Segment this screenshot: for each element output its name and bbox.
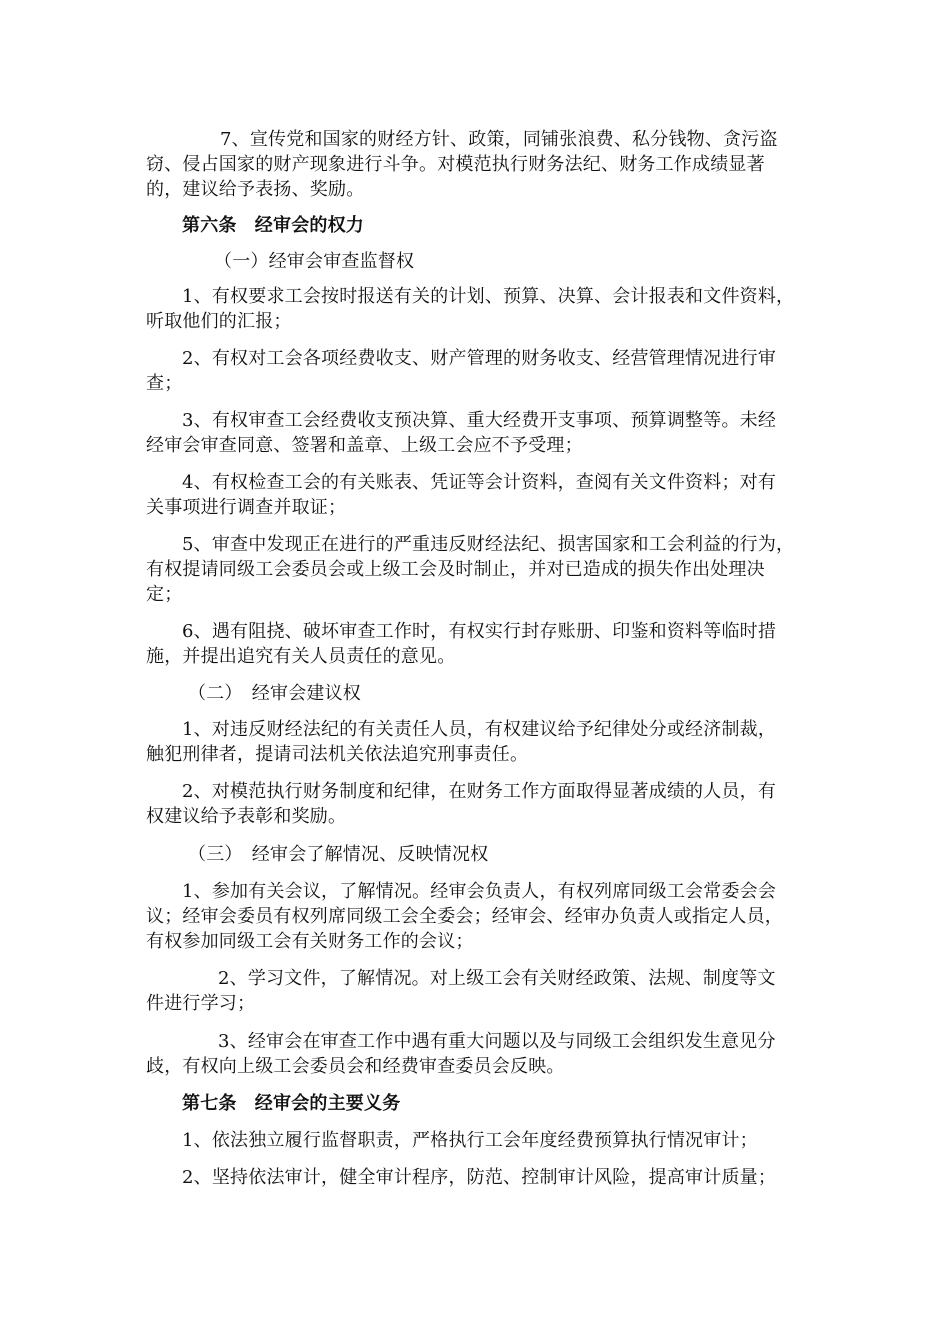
text-line: 有权参加同级工会有关财务工作的会议； — [146, 931, 474, 952]
text-line: 2、坚持依法审计，健全审计程序，防范、控制审计风险，提高审计质量； — [182, 1167, 777, 1188]
text-line: 歧，有权向上级工会委员会和经费审查委员会反映。 — [146, 1056, 565, 1077]
text-line: 1、参加有关会议，了解情况。经审会负责人，有权列席同级工会常委会会 — [182, 881, 777, 902]
text-line: 4、有权检查工会的有关账表、凭证等会计资料，查阅有关文件资料；对有 — [182, 472, 777, 493]
text-line: 2、有权对工会各项经费收支、财产管理的财务收支、经营管理情况进行审 — [182, 348, 777, 369]
text-line: 2、学习文件，了解情况。对上级工会有关财经政策、法规、制度等文 — [218, 968, 776, 989]
text-line: 经审会审查同意、签署和盖章、上级工会应不予受理； — [146, 435, 583, 456]
text-line: 2、对模范执行财务制度和纪律，在财务工作方面取得显著成绩的人员，有 — [182, 781, 777, 802]
text-line: 听取他们的汇报； — [146, 311, 292, 332]
text-line: 5、审查中发现正在进行的严重违反财经法纪、损害国家和工会利益的行为， — [182, 534, 795, 555]
subsection-heading: （二） 经审会建议权 — [188, 683, 361, 704]
text-line: 的，建议给予表扬、奖励。 — [146, 179, 365, 200]
text-line: 关事项进行调查并取证； — [146, 497, 347, 518]
text-line: 1、对违反财经法纪的有关责任人员，有权建议给予纪律处分或经济制裁， — [182, 719, 777, 740]
text-line: 6、遇有阻挠、破坏审查工作时，有权实行封存账册、印鉴和资料等临时措 — [182, 621, 777, 642]
text-line: 触犯刑律者，提请司法机关依法追究刑事责任。 — [146, 744, 529, 765]
text-line: 3、经审会在审查工作中遇有重大问题以及与同级工会组织发生意见分 — [218, 1031, 776, 1052]
text-line: 3、有权审查工会经费收支预决算、重大经费开支事项、预算调整等。未经 — [182, 410, 777, 431]
section-heading: 第七条 经审会的主要义务 — [182, 1093, 401, 1114]
subsection-heading: （三） 经审会了解情况、反映情况权 — [188, 844, 489, 865]
text-line: 议；经审会委员有权列席同级工会全委会；经审会、经审办负责人或指定人员， — [146, 906, 783, 927]
text-line: 施，并提出追究有关人员责任的意见。 — [146, 646, 456, 667]
text-line: 7、宣传党和国家的财经方针、政策，同铺张浪费、私分钱物、贪污盗 — [220, 129, 778, 150]
text-line: 有权提请同级工会委员会或上级工会及时制止，并对已造成的损失作出处理决 — [146, 559, 765, 580]
section-heading: 第六条 经审会的权力 — [182, 215, 364, 236]
text-line: 件进行学习； — [146, 993, 256, 1014]
text-line: 权建议给予表彰和奖励。 — [146, 806, 347, 827]
text-line: 定； — [146, 584, 183, 605]
subsection-heading: （一）经审会审查监督权 — [214, 251, 415, 272]
text-line: 1、有权要求工会按时报送有关的计划、预算、决算、会计报表和文件资料， — [182, 286, 795, 307]
text-line: 1、依法独立履行监督职责，严格执行工会年度经费预算执行情况审计； — [182, 1130, 758, 1151]
text-line: 窃、侵占国家的财产现象进行斗争。对模范执行财务法纪、财务工作成绩显著 — [146, 154, 765, 175]
text-line: 查； — [146, 373, 183, 394]
